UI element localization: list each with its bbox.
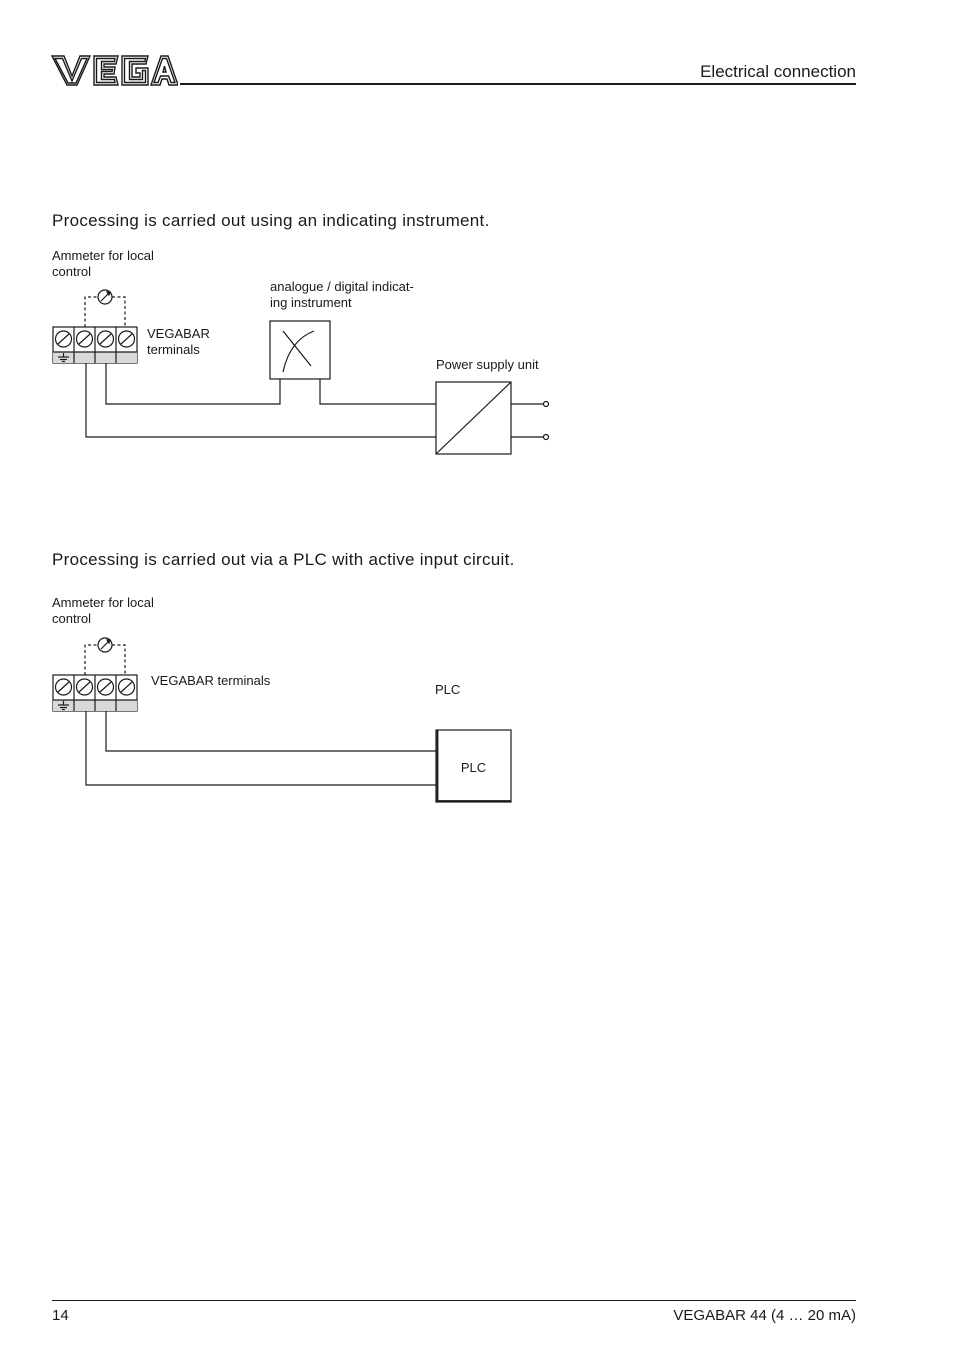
ammeter-label-line2: control [52, 264, 92, 279]
terminals-label-line2: terminals [147, 342, 200, 357]
instrument-label-line2: ing instrument [270, 295, 352, 310]
plc-box-icon [436, 730, 511, 802]
ammeter-label-plc-line1: Ammeter for local [52, 595, 154, 610]
power-supply-label: Power supply unit [436, 357, 539, 372]
document-title: VEGABAR 44 (4 … 20 mA) [673, 1307, 856, 1324]
terminal-block-plc [53, 675, 137, 711]
section-title: Electrical connection [700, 62, 856, 81]
indicating-instrument-heading: Processing is carried out using an indicating instrument. [52, 211, 490, 230]
terminal-block [53, 327, 137, 363]
instrument-label-line1: analogue / digital indicat- [270, 279, 414, 294]
plc-heading: Processing is carried out via a PLC with active input circuit. [52, 550, 515, 569]
footer-rule [52, 1300, 856, 1301]
ammeter-icon-plc [98, 638, 112, 652]
page-number: 14 [52, 1307, 69, 1324]
plc-label: PLC [435, 682, 461, 697]
indicating-instrument-icon [270, 321, 330, 379]
ammeter-label-plc-line2: control [52, 611, 92, 626]
ammeter-label-line1: Ammeter for local [52, 248, 154, 263]
terminals-label-plc: VEGABAR terminals [151, 673, 271, 688]
terminals-label-line1: VEGABAR [147, 326, 210, 341]
plc-box-text: PLC [460, 760, 487, 775]
ammeter-icon [98, 290, 112, 304]
power-supply-icon [436, 382, 511, 454]
